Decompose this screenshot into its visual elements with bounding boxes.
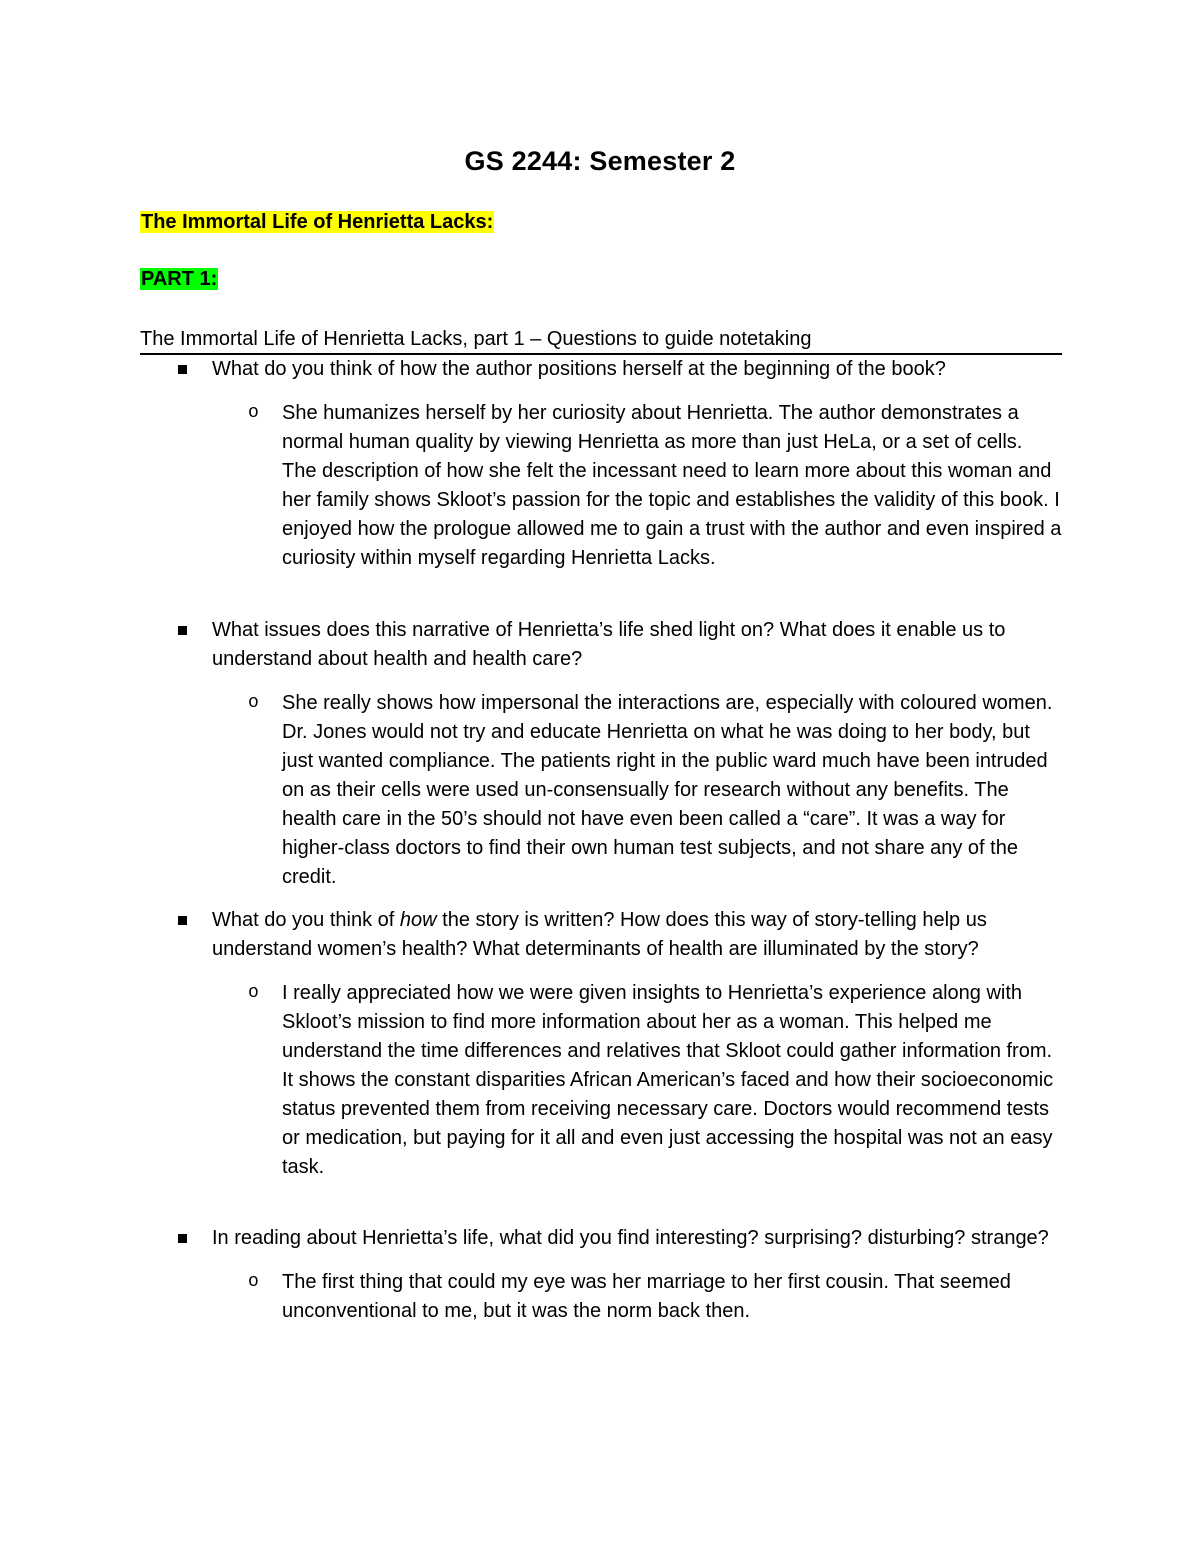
question-italic-text: how — [399, 909, 437, 931]
question-text: What issues does this narrative of Henrietta’s life shed light on? What does it enable us to understand about health and health care? — [212, 619, 1006, 670]
square-bullet-icon — [178, 626, 187, 635]
question-item — [140, 906, 1070, 964]
square-bullet-icon — [178, 365, 187, 374]
question-block — [140, 906, 1070, 1182]
question-text-part: What do you think of — [212, 909, 400, 931]
question-block — [140, 616, 1070, 892]
question-block — [140, 1224, 1070, 1326]
square-bullet-icon — [178, 1234, 187, 1243]
section-heading: The Immortal Life of Henrietta Lacks, part 1 – Questions to guide notetaking — [140, 326, 1062, 355]
book-title-text: The Immortal Life of Henrietta Lacks: — [141, 211, 494, 233]
answer-item — [140, 689, 1070, 892]
document-title: GS 2244: Semester 2 — [464, 146, 736, 176]
answer-text: The first thing that could my eye was her marriage to her first cousin. That seemed unconventional to me, but it was the norm back then. — [282, 1271, 1011, 1322]
question-item — [140, 616, 1070, 674]
answer-item — [140, 979, 1070, 1182]
answer-text: I really appreciated how we were given insights to Henrietta’s experience along with Skloot’s mission to find more information about her as a woman. This helped me understand the time differences and relatives that Skloot could gather information from. It shows the constant disparities African American’s faced and how their socioeconomic status prevented them from receiving necessary care. Doctors would recommend tests or medication, but paying for it all and even just accessing the hospital was not an easy task. — [282, 982, 1054, 1178]
part-label-text: PART 1: — [141, 268, 218, 290]
question-text: In reading about Henrietta’s life, what did you find interesting? surprising? disturbing? strange? — [212, 1227, 1049, 1249]
question-text: What do you think of how the author positions herself at the beginning of the book? — [212, 358, 946, 380]
circle-bullet-icon: o — [248, 403, 259, 423]
part-label-highlighted — [140, 268, 218, 291]
answer-text: She humanizes herself by her curiosity about Henrietta. The author demonstrates a normal human quality by viewing Henrietta as more than just HeLa, or a set of cells. The description of how she felt the incessant need to learn more about this woman and her family shows Skloot’s passion for the topic and establishes the validity of this book. I enjoyed how the prologue allowed me to gain a trust with the author and even inspired a curiosity within myself regarding Henrietta Lacks. — [282, 402, 1062, 569]
question-block — [140, 355, 1070, 573]
answer-text: She really shows how impersonal the interactions are, especially with coloured women. Dr. Jones would not try and educate Henrietta on what he was doing to her body, but just wanted compliance. The patients right in the public ward much have been intruded on as their cells were used un-consensually for research without any benefits. The health care in the 50’s should not have even been called a “care”. It was a way for higher-class doctors to find their own human test subjects, and not share any of the credit. — [282, 692, 1053, 888]
question-item — [140, 355, 1070, 384]
question-text-part: the story is written? How does this way of story-telling help us understand women’s health? What determinants of health are illuminated by the story? — [212, 909, 987, 960]
question-item — [140, 1224, 1070, 1253]
circle-bullet-icon: o — [248, 1272, 259, 1292]
square-bullet-icon — [178, 916, 187, 925]
circle-bullet-icon: o — [248, 983, 259, 1003]
answer-item — [140, 1268, 1070, 1326]
circle-bullet-icon: o — [248, 693, 259, 713]
book-title-highlighted — [140, 211, 494, 234]
answer-item — [140, 399, 1070, 573]
